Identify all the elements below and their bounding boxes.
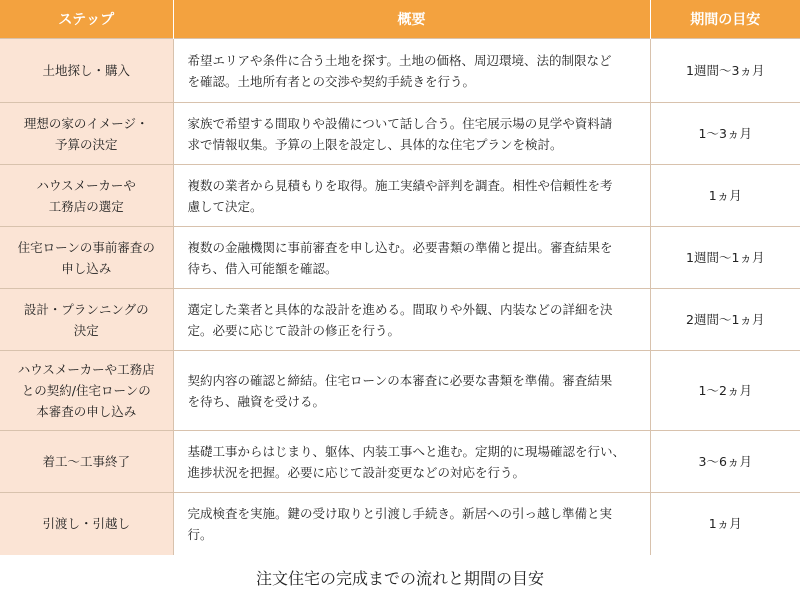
header-step: ステップ <box>0 0 173 39</box>
overview-text-line: 基礎工事からはじまり、躯体、内装工事へと進む。定期的に現場確認を行い、 <box>187 443 626 459</box>
period-cell: 1週間〜3ヵ月 <box>650 39 800 103</box>
overview-text-line: 複数の業者から見積もりを取得。施工実績や評判を調査。相性や信頼性を考 <box>187 177 613 193</box>
step-cell <box>0 39 173 103</box>
step-cell <box>0 351 173 431</box>
table-row <box>0 165 800 227</box>
step-cell <box>0 289 173 351</box>
step-text-line: 理想の家のイメージ・ <box>23 115 149 131</box>
step-text-line: 工務店の選定 <box>48 198 124 214</box>
overview-text-line: 選定した業者と具体的な設計を進める。間取りや外観、内装などの詳細を決 <box>187 301 613 317</box>
overview-text-line: を確認。土地所有者との交渉や契約手続きを行う。 <box>187 73 476 89</box>
overview-cell <box>173 351 650 431</box>
table-row <box>0 431 800 493</box>
step-text-line: ハウスメーカーや <box>36 177 136 193</box>
table-row <box>0 227 800 289</box>
step-cell <box>0 165 173 227</box>
overview-text-line: 家族で希望する間取りや設備について話し合う。住宅展示場の見学や資料請 <box>187 115 613 131</box>
step-text-line: 設計・プランニングの <box>23 301 149 317</box>
overview-text-line: 希望エリアや条件に合う土地を探す。土地の価格、周辺環境、法的制限など <box>187 52 612 68</box>
step-cell <box>0 227 173 289</box>
overview-cell <box>173 431 650 493</box>
step-cell <box>0 103 173 165</box>
table-row <box>0 103 800 165</box>
step-text-line: 申し込み <box>61 260 112 276</box>
step-text-line: 住宅ローンの事前審査の <box>17 239 155 255</box>
overview-text-line: 定。必要に応じて設計の修正を行う。 <box>187 322 401 338</box>
step-text-line: 決定 <box>73 322 99 338</box>
step-cell <box>0 493 173 555</box>
table-body <box>0 39 800 555</box>
table-row <box>0 351 800 431</box>
step-text-line: 土地探し・購入 <box>42 63 130 78</box>
period-cell: 1週間〜1ヵ月 <box>650 227 800 289</box>
overview-text-line: 求で情報収集。予算の上限を設定し、具体的な住宅プランを検討。 <box>187 136 563 152</box>
overview-text-line: 進捗状況を把握。必要に応じて設計変更などの対応を行う。 <box>187 464 526 480</box>
step-cell <box>0 431 173 493</box>
overview-cell <box>173 103 650 165</box>
overview-text-line: 待ち、借入可能額を確認。 <box>187 260 338 276</box>
period-cell: 1ヵ月 <box>650 165 800 227</box>
period-cell: 3〜6ヵ月 <box>650 431 800 493</box>
table-row <box>0 493 800 555</box>
period-cell: 1ヵ月 <box>650 493 800 555</box>
overview-cell <box>173 289 650 351</box>
table-caption: 注文住宅の完成までの流れと期間の目安 <box>255 569 544 588</box>
overview-text-line: 行。 <box>187 526 213 542</box>
step-text-line: 予算の決定 <box>54 136 118 152</box>
table-row <box>0 39 800 103</box>
step-text-line: 着工〜工事終了 <box>42 454 130 469</box>
header-period: 期間の目安 <box>650 0 800 39</box>
overview-text-line: 複数の金融機関に事前審査を申し込む。必要書類の準備と提出。審査結果を <box>187 239 613 255</box>
overview-cell <box>173 39 650 103</box>
overview-text-line: 契約内容の確認と締結。住宅ローンの本審査に必要な書類を準備。審査結果 <box>187 372 613 388</box>
step-text-line: ハウスメーカーや工務店 <box>17 362 155 377</box>
overview-text-line: 完成検査を実施。鍵の受け取りと引渡し手続き。新居への引っ越し準備と実 <box>187 505 613 521</box>
overview-cell <box>173 227 650 289</box>
overview-text-line: 慮して決定。 <box>187 198 263 214</box>
period-cell: 1〜2ヵ月 <box>650 351 800 431</box>
table-header-row <box>0 0 800 39</box>
period-cell: 1〜3ヵ月 <box>650 103 800 165</box>
overview-cell <box>173 493 650 555</box>
table-row <box>0 289 800 351</box>
period-cell: 2週間〜1ヵ月 <box>650 289 800 351</box>
overview-text-line: を待ち、融資を受ける。 <box>187 393 326 409</box>
header-overview: 概要 <box>173 0 650 39</box>
step-text-line: との契約/住宅ローンの <box>21 383 151 398</box>
step-text-line: 引渡し・引越し <box>42 516 130 532</box>
step-text-line: 本審査の申し込み <box>36 404 137 419</box>
overview-cell <box>173 165 650 227</box>
